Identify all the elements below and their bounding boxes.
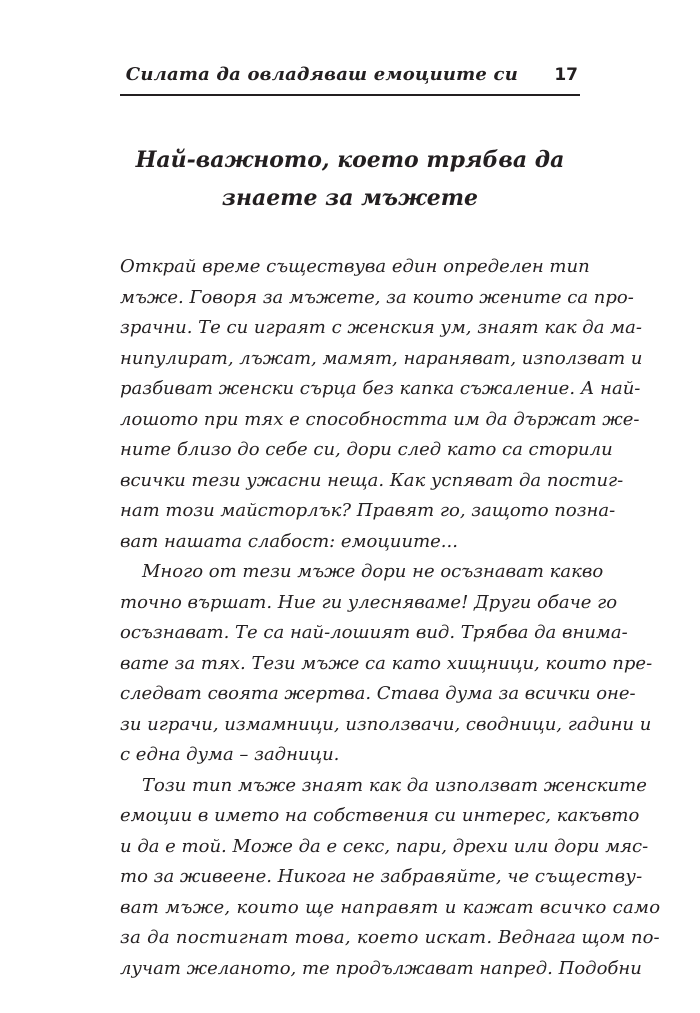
text-line-mixed [120,923,660,954]
text-line: с една дума – задници. [120,744,340,765]
running-title: Силата да овладяваш емоциите си [125,64,518,85]
text-line: и да е той. Може да е секс, пари, дрехи или дори мяс- [120,835,649,857]
text-line: лошото при тях е способността им да държат же- [120,408,640,430]
text-line: Този тип мъже знаят как да използват женските [142,774,647,796]
emphasized-line: ват мъже, които ще направят и кажат всичко само [120,896,661,918]
running-header [120,60,580,96]
text-line: ните близо до себе си, дори след като са сторили [120,439,613,460]
emphasized-text: съществу- [534,866,643,887]
text-line: всички тези ужасни неща. Как успяват да постиг- [120,469,624,491]
text-line: вате за тях. Тези мъже са като хищници, които пре- [120,652,653,674]
chapter-title-line-1: Най-важното, което трябва да [135,147,565,173]
text-line: Открай време съществува един определен тип [120,256,590,277]
text-line: лучат желаното, те продължават напред. Подобни [120,957,642,979]
text-line: емоции в името на собствения си интерес, какъвто [120,805,640,826]
text-line: нат този майсторлък? Правят го, защото позна- [120,500,616,521]
chapter-title-line-2: знаете за мъжете [221,185,479,211]
chapter-title [120,141,580,217]
text-segment: то за живеене. Никога не забравяйте, че [120,866,530,887]
body-text [120,252,661,984]
text-line: мъже. Говоря за мъжете, за които жените са про- [120,286,634,308]
text-line: точно вършат. Ние ги улесняваме! Други обаче го [120,591,618,613]
text-line: нипулират, лъжат, мамят, нараняват, използват и [120,347,643,369]
text-line: Много от тези мъже дори не осъзнават какво [142,561,604,582]
emphasized-text: за да постигнат това, което искат. [120,927,493,948]
text-line-mixed [120,862,643,893]
text-line: осъзнават. Те са най-лошият вид. Трябва да внима- [120,622,628,643]
text-line: зрачни. Те си играят с женския ум, знаят как да ма- [120,317,642,338]
text-segment: Веднага щом по- [498,927,660,948]
text-line: зи играчи, измамници, използвачи, сводници, гадини и [120,713,652,735]
page-number: 17 [554,65,578,85]
text-line: разбиват женски сърца без капка съжаление. А най- [120,378,641,399]
text-line: следват своята жертва. Става дума за всички оне- [120,683,636,704]
text-line: ват нашата слабост: емоциите... [120,530,458,552]
